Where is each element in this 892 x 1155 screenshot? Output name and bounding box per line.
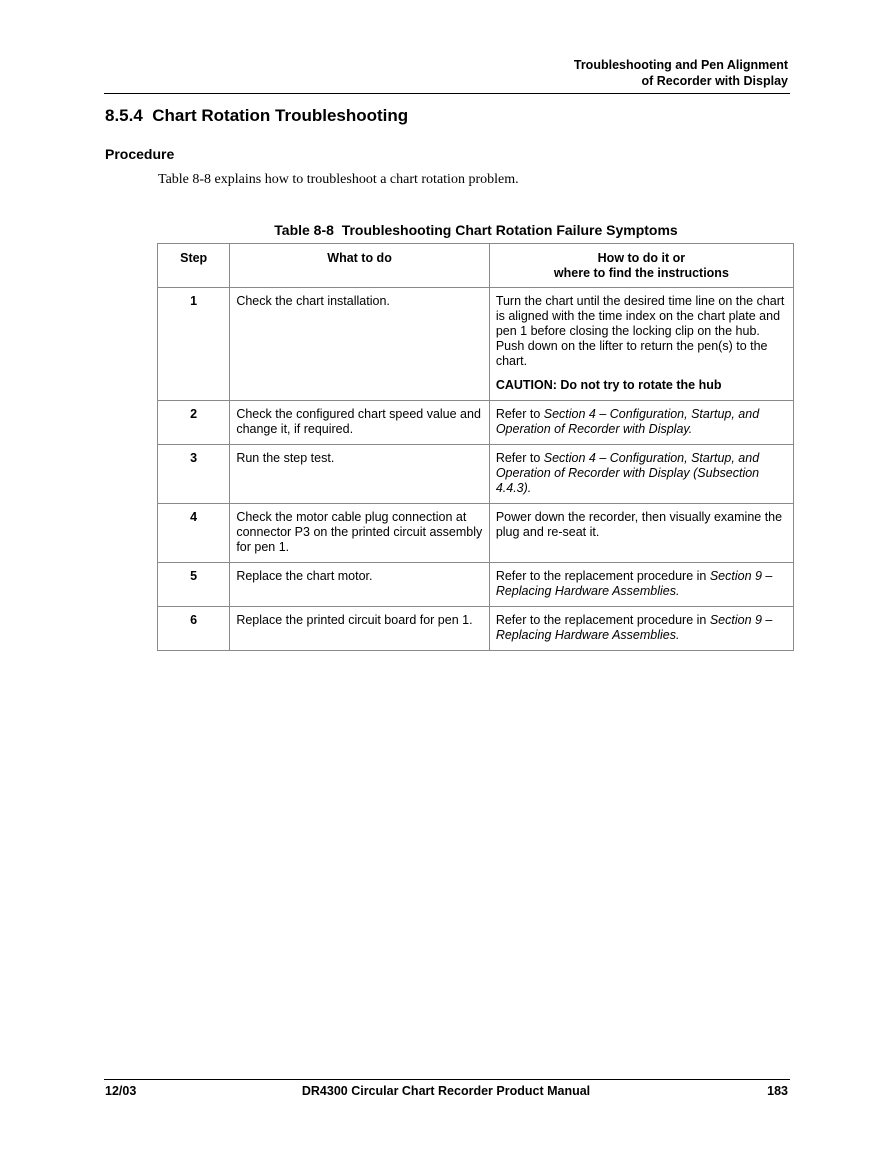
table-row bbox=[158, 401, 794, 445]
what-to-do-cell: Run the step test. bbox=[230, 445, 490, 504]
page-header bbox=[574, 57, 788, 89]
instruction-text: Refer to the replacement procedure in bbox=[495, 613, 710, 627]
how-to-do-cell bbox=[489, 563, 793, 607]
footer-page-number: 183 bbox=[767, 1084, 788, 1098]
how-to-do-cell bbox=[489, 401, 793, 445]
footer-date: 12/03 bbox=[105, 1084, 137, 1098]
step-number: 1 bbox=[158, 288, 230, 401]
what-to-do-cell: Replace the printed circuit board for pen 1. bbox=[230, 607, 490, 651]
section-title: 8.5.4 Chart Rotation Troubleshooting bbox=[105, 106, 409, 125]
how-to-do-cell bbox=[489, 607, 793, 651]
section-reference: Section 9 – Replacing Hardware Assemblies. bbox=[495, 613, 773, 642]
section-reference: Section 4 – Configuration, Startup, and Operation of Recorder with Display. bbox=[495, 407, 760, 436]
how-to-do-cell bbox=[489, 445, 793, 504]
what-to-do-cell: Replace the chart motor. bbox=[230, 563, 490, 607]
header-what-to-do: What to do bbox=[230, 244, 490, 288]
instruction-text: Power down the recorder, then visually examine the plug and re-seat it. bbox=[495, 510, 783, 539]
header-how-line-2: where to find the instructions bbox=[553, 266, 729, 280]
table-row bbox=[158, 288, 794, 401]
table-row bbox=[158, 607, 794, 651]
header-step: Step bbox=[158, 244, 230, 288]
table-row bbox=[158, 504, 794, 563]
footer-rule bbox=[104, 1079, 790, 1080]
header-line-2: of Recorder with Display bbox=[641, 74, 788, 88]
intro-text: Table 8-8 explains how to troubleshoot a chart rotation problem. bbox=[158, 172, 519, 187]
table-row bbox=[158, 563, 794, 607]
instruction-text: Refer to the replacement procedure in bbox=[495, 569, 710, 583]
header-line-1: Troubleshooting and Pen Alignment bbox=[573, 58, 788, 72]
procedure-heading: Procedure bbox=[105, 146, 175, 162]
table-body bbox=[158, 288, 794, 651]
instruction-text: Refer to bbox=[495, 451, 544, 465]
section-reference: Section 9 – Replacing Hardware Assemblies. bbox=[495, 569, 773, 598]
what-to-do-cell: Check the motor cable plug connection at connector P3 on the printed circuit assembly for pen 1. bbox=[230, 504, 490, 563]
table-header-row bbox=[158, 244, 794, 288]
step-number: 6 bbox=[158, 607, 230, 651]
step-number: 2 bbox=[158, 401, 230, 445]
how-to-do-cell bbox=[489, 288, 793, 401]
header-how-line-1: How to do it or bbox=[597, 251, 686, 265]
table-row bbox=[158, 445, 794, 504]
what-to-do-cell: Check the configured chart speed value and change it, if required. bbox=[230, 401, 490, 445]
step-number: 5 bbox=[158, 563, 230, 607]
step-number: 4 bbox=[158, 504, 230, 563]
instruction-text: Turn the chart until the desired time line on the chart is aligned with the time index on the chart plate and pen 1 before closing the locking clip on the hub. Push down on the lifter to return the pen(s) to the chart. bbox=[495, 294, 785, 368]
what-to-do-cell: Check the chart installation. bbox=[230, 288, 490, 401]
header-how-to-do bbox=[489, 244, 793, 288]
instruction-text: Refer to bbox=[495, 407, 544, 421]
step-number: 3 bbox=[158, 445, 230, 504]
how-to-do-cell bbox=[489, 504, 793, 563]
table-caption: Table 8-8 Troubleshooting Chart Rotation Failure Symptoms bbox=[274, 222, 678, 238]
troubleshooting-table bbox=[157, 243, 794, 651]
footer-title: DR4300 Circular Chart Recorder Product Manual bbox=[301, 1084, 591, 1098]
section-reference: Section 4 – Configuration, Startup, and Operation of Recorder with Display (Subsection 4.4.3). bbox=[495, 451, 760, 495]
header-rule bbox=[104, 93, 790, 94]
caution-note: CAUTION: Do not try to rotate the hub bbox=[495, 378, 722, 392]
